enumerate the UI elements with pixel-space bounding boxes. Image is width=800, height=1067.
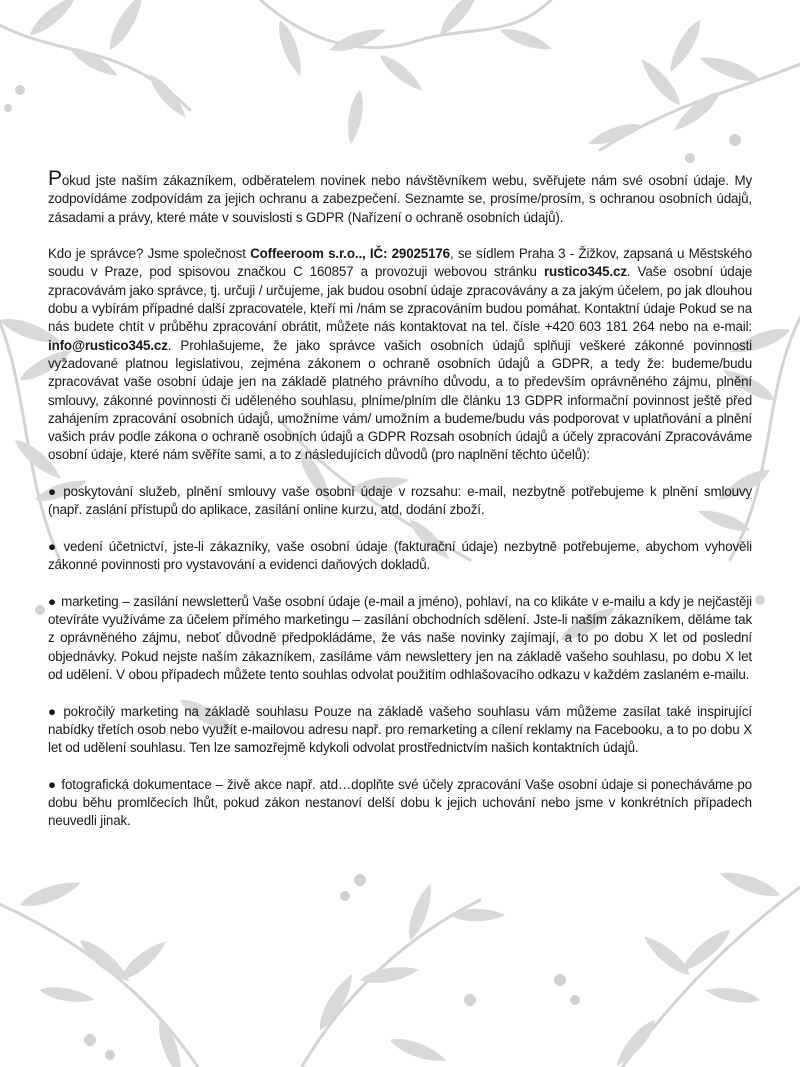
gdpr-text [48, 167, 753, 849]
bullet-paragraph [48, 593, 752, 684]
bullet-text: marketing – zasílání newsletterů Vaše osobní údaje (e-mail a jméno), pohlaví, na co klikáte v e-mailu a kdy je nejčastěji otevíráte využíváme za účelem přímého marketingu – zasílání obchodních sdělení. Jste-li naším zákazníkem, děláme tak z oprávněného zájmu, neboť důvodně předpokládáme, že vás naše novinky zajímají, a to po dobu X let od poslední objednávky. Pokud nejste naším zákazníkem, zasíláme vám newslettery jen na základě vašeho souhlasu, po dobu X let od udělení. V obou případech můžete tento souhlas odvolat použitím odhlašovacího odkazu v každém zaslaném e-mailu. [48, 593, 752, 683]
bullet-icon: ● [48, 776, 57, 792]
bullet-text: fotografická dokumentace – živě akce např. atd…doplňte své účely zpracování Vaše osobní údaje si ponecháváme po dobu běhu promlčecích lhůt, pokud zákon nestanoví delší dobu k jejich uchování nebo jsme v konkrétních případech neuvedli jinak. [48, 776, 752, 829]
branch-top-center [250, 0, 560, 145]
controller-text-1: Kdo je správce? Jsme společnost [48, 246, 251, 262]
bullet-paragraph [48, 483, 752, 520]
bullet-text: pokročilý marketing na základě souhlasu Pouze na základě vašeho souhlasu vám můžeme zasílat také inspirující nabídky třetích osob nebo využít e-mailovou adresu např. pro remarketing a cílení reklamy na Facebooku, a to po dobu X let od udělení souhlasu. Ten lze samozřejmě kdykoli odvolat prostřednictvím našich kontaktních údajů. [48, 703, 752, 756]
drop-cap: P [48, 167, 62, 190]
bullet-text: vedení účetnictví, jste-li zákazníky, vaše osobní údaje (fakturační údaje) nezbytně potřebujeme, abychom vyhověli zákonné povinnosti pro vystavování a evidenci daňových dokladů. [48, 538, 752, 573]
intro-text: okud jste naším zákazníkem, odběratelem novinek nebo návštěvníkem webu, svěřujete nám své osobní údaje. My zodpovídáme zodpovídám za jejich ochranu a zabezpečení. Seznamte se, prosíme/prosím, s ochranou osobních údajů, zásadami a právy, které máte v souvislosti s GDPR (Nařízení o ochraně osobních údajů). [48, 173, 752, 225]
branch-bottom-right [554, 866, 800, 1067]
controller-text-4: . Prohlašujeme, že jako správce vašich osobních údajů splňuji veškeré zákonné povinnosti vyžadované platnou legislativou, zejména zákonem o ochraně osobních údajů a GDPR, a tedy že: budeme/budu zpracovávat vaše osobní údaje jen na základě platného právního důvodu, a to především oprávněného zájmu, plnění smlouvy, zákonné povinnosti či uděleného souhlasu, plníme/plním dle článku 13 GDPR informační povinnost ještě před zahájením zpracování osobních údajů, umožníme vám/ umožním a budeme/budu vás podporovat v uplatňování a plnění vašich práv podle zákona o ochraně osobních údajů a GDPR Rozsah osobních údajů a účely zpracování Zpracováváme osobní údaje, které nám svěříte sami, a to z následujících důvodů (pro naplnění těchto účelů): [48, 337, 752, 463]
controller-text-3: . Vaše osobní údaje zpracovávám jako správce, tj. určuji / určujeme, jak budou osobní údaje zpracovávány a za jakým účelem, po jak dlouhou dobu a vybírám případné další zpracovatele, kteří mi /nám se zpracováním budou pomáhat. Kontaktní údaje Pokud se na nás budete chtít v průběhu zpracování obrátit, můžete nás kontaktovat na tel. čísle +420 603 181 264 nebo na e-mail: [48, 264, 753, 335]
bullet-icon: ● [48, 593, 57, 609]
bullet-paragraph [48, 538, 752, 575]
contact-email: info@rustico345.cz [48, 337, 168, 353]
branch-bottom-left [0, 876, 200, 1067]
branch-top-left [0, 0, 190, 121]
company-name: Coffeeroom s.r.o.., IČ: 29025176 [250, 246, 450, 262]
bullet-paragraph [48, 703, 752, 758]
bullet-icon: ● [48, 484, 59, 500]
website-name: rustico345.cz [543, 264, 627, 280]
controller-paragraph [48, 245, 752, 465]
intro-paragraph [48, 167, 752, 227]
bullet-icon: ● [48, 703, 59, 719]
bullet-paragraph [48, 776, 752, 831]
branch-top-right [586, 17, 800, 163]
branch-bottom-center [300, 874, 505, 1067]
bullet-text: poskytování služeb, plnění smlouvy vaše osobní údaje v rozsahu: e-mail, nezbytně potřebujeme k plnění smlouvy (např. zaslání přístupů do aplikace, zasílání online kurzu, atd, dodání zboží. [48, 484, 752, 518]
controller-text-2: , se sídlem Praha 3 - Žižkov, zapsaná u Městského soudu v Praze, pod spisovou značkou C 160857 a provozuji webovou stránku [48, 246, 752, 280]
bullet-icon: ● [48, 538, 59, 554]
